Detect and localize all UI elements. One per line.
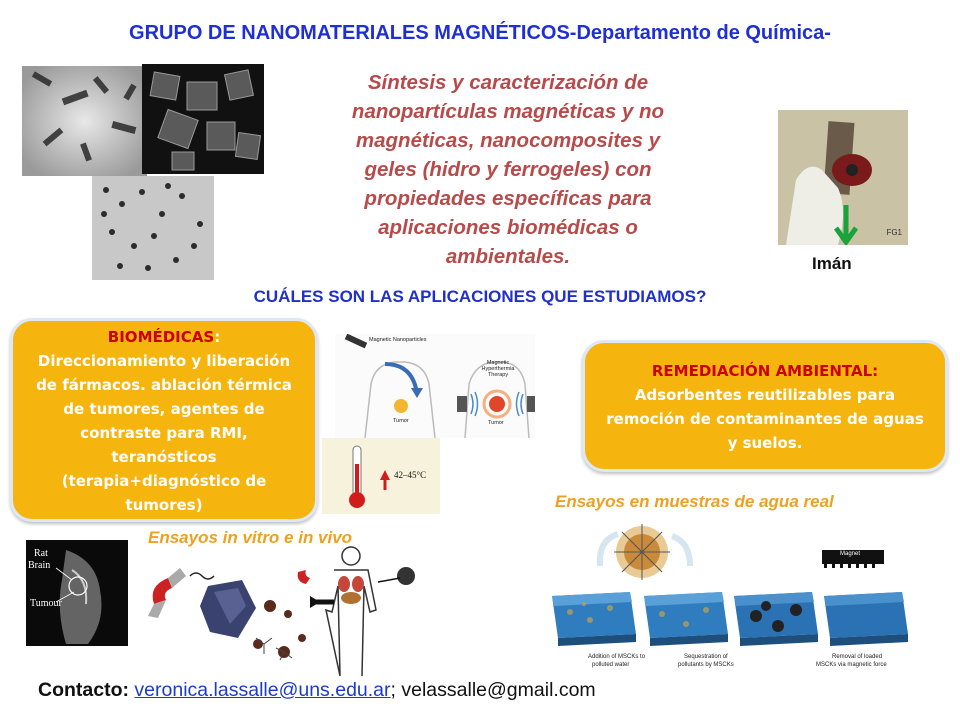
- description-line: propiedades específicas para: [364, 187, 652, 210]
- description-line: aplicaciones biomédicas o: [378, 216, 638, 239]
- hyperthermia-illustration: [335, 334, 535, 438]
- temperature-label: 42–45°C: [394, 470, 427, 480]
- environmental-box: [582, 340, 948, 472]
- label-tumour: Tumour: [30, 598, 62, 609]
- in-vivo-illustration: [138, 546, 474, 676]
- in-vitro-heading: Ensayos in vitro e in vivo: [148, 528, 353, 547]
- biomedical-heading-colon: :: [214, 328, 221, 346]
- environmental-line: y suelos.: [727, 434, 803, 452]
- research-description: [318, 68, 698, 271]
- contact-label: Contacto:: [38, 679, 129, 701]
- biomedical-heading: BIOMÉDICAS: [107, 328, 215, 346]
- tem-image-collage: [22, 64, 264, 280]
- environmental-line: remoción de contaminantes de aguas: [606, 410, 924, 428]
- magnet-photo: [778, 110, 908, 245]
- applications-question: CUÁLES SON LAS APLICACIONES QUE ESTUDIAMOS?: [253, 287, 707, 306]
- step1-caption-b: polluted water: [592, 662, 630, 668]
- biomedical-line: de fármacos. ablación térmica: [36, 376, 292, 394]
- biomedical-line: (terapia+diagnóstico de: [61, 472, 267, 490]
- label-rat: Rat: [34, 548, 48, 559]
- contact-line: [38, 679, 596, 702]
- label-hyperthermia: Magnetic Hyperthermia Therapy: [481, 360, 515, 378]
- label-tumor-left: Tumor: [393, 418, 409, 424]
- rat-brain-mri: [26, 540, 128, 646]
- magnet-caption: Imán: [812, 254, 852, 273]
- environmental-heading: REMEDIACIÓN AMBIENTAL:: [651, 362, 879, 380]
- description-line: ambientales.: [445, 245, 571, 268]
- biomedical-line: contraste para RMI,: [80, 424, 248, 442]
- description-line: geles (hidro y ferrogeles) con: [364, 158, 652, 181]
- biomedical-line: teranósticos: [111, 448, 217, 466]
- description-line: magnéticas, nanocomposites y: [355, 129, 661, 152]
- email-separator: ;: [390, 679, 402, 701]
- label-nanoparticles: Magnetic Nanoparticles: [369, 337, 427, 343]
- biomedical-line: tumores): [125, 496, 203, 514]
- step3-caption-b: MSCKs via magnetic force: [816, 662, 887, 668]
- biomedical-line: de tumores, agentes de: [63, 400, 265, 418]
- magnet-label: Magnet: [840, 551, 861, 557]
- description-line: Síntesis y caracterización de: [367, 71, 649, 94]
- page-title: GRUPO DE NANOMATERIALES MAGNÉTICOS-Departamento de Química-: [129, 22, 831, 44]
- step2-caption-a: Sequestration of: [684, 654, 728, 660]
- step3-caption-a: Removal of loaded: [832, 654, 883, 660]
- label-brain: Brain: [28, 560, 51, 571]
- label-tumor-right: Tumor: [488, 420, 504, 426]
- water-remediation-illustration: [540, 516, 920, 674]
- thermometer-figure: [322, 438, 440, 514]
- email-link-primary[interactable]: veronica.lassalle@uns.edu.ar: [134, 679, 391, 701]
- environmental-line: Adsorbentes reutilizables para: [634, 386, 896, 404]
- biomedical-box: [10, 318, 318, 522]
- step1-caption-a: Addition of MSCKs to: [588, 654, 646, 660]
- email-secondary: velassalle@gmail.com: [401, 679, 596, 701]
- biomedical-line: Direccionamiento y liberación: [37, 352, 291, 370]
- water-tests-heading: Ensayos en muestras de agua real: [555, 492, 834, 511]
- figure-tag: FG1: [886, 228, 902, 237]
- description-line: nanopartículas magnéticas y no: [351, 100, 665, 123]
- step2-caption-b: pollutants by MSCKs: [678, 662, 734, 668]
